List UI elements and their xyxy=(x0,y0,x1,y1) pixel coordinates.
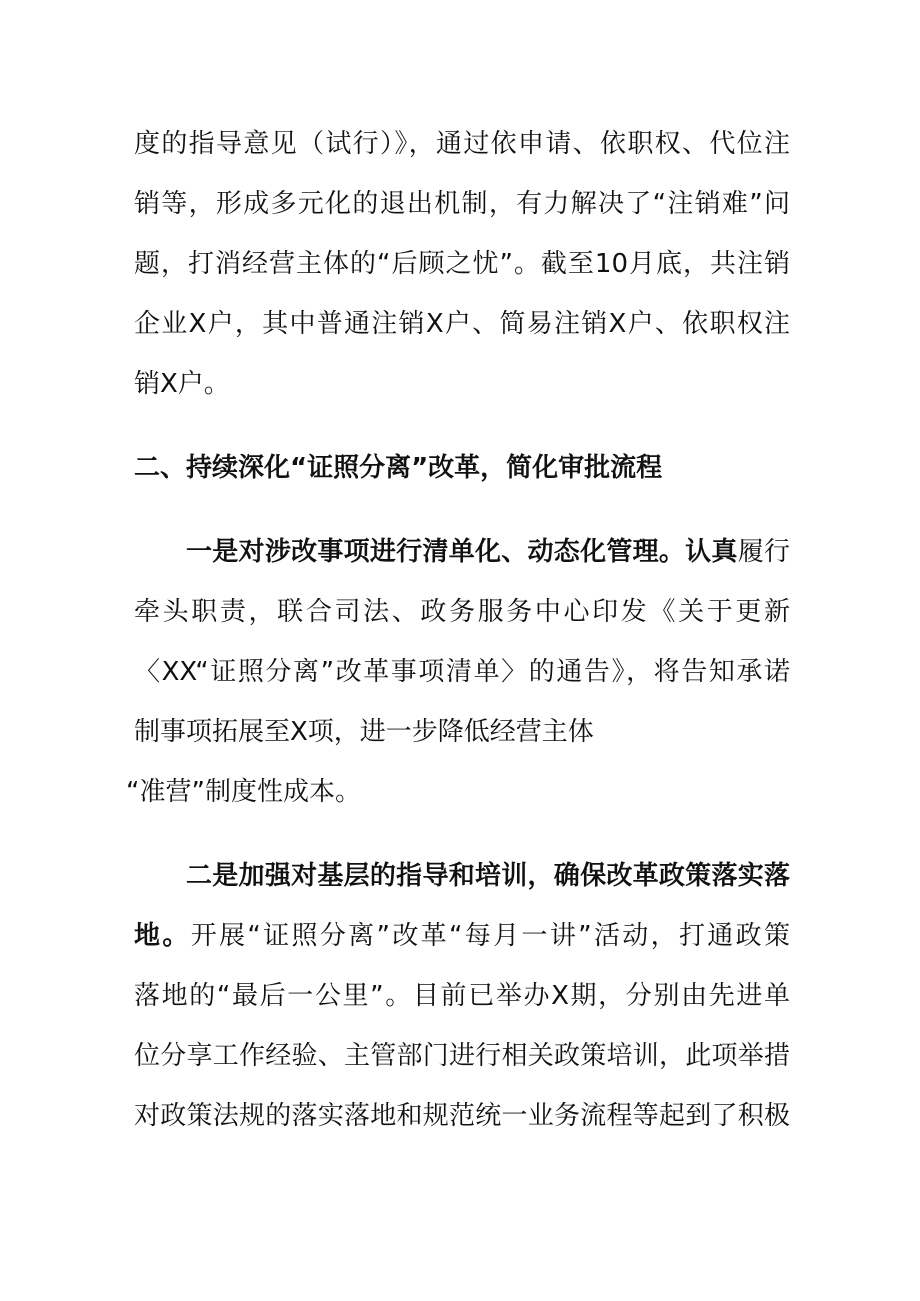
paragraph-3-line-2-rest: 开展“证照分离”改革“每月一讲”活动，打通政策 xyxy=(190,921,790,951)
paragraph-1-line-5: 销X户。 xyxy=(134,369,230,399)
paragraph-3-line-4: 位分享工作经验、主管部门进行相关政策培训，此项举措 xyxy=(134,1041,790,1071)
paragraph-2-line-1 xyxy=(186,535,790,569)
paragraph-2-line-5: “准营”制度性成本。 xyxy=(126,777,361,807)
paragraph-1-line-2: 销等，形成多元化的退出机制，有力解决了“注销难”问 xyxy=(134,189,790,219)
paragraph-2-line-3: 〈XX“证照分离”改革事项清单〉的通告》，将告知承诺 xyxy=(134,657,790,687)
section-heading: 二、持续深化“证照分离”改革，简化审批流程 xyxy=(134,453,663,483)
paragraph-2-line-2: 牵头职责，联合司法、政务服务中心印发《关于更新 xyxy=(134,597,790,627)
paragraph-3-line-1: 二是加强对基层的指导和培训，确保改革政策落实落 xyxy=(186,861,790,891)
paragraph-2-lead-bold: 一是对涉改事项进行清单化、动态化管理。认真 xyxy=(186,537,738,567)
paragraph-1-line-4: 企业X户，其中普通注销X户、简易注销X户、依职权注 xyxy=(134,309,790,339)
paragraph-1-line-1: 度的指导意见（试行）》，通过依申请、依职权、代位注 xyxy=(134,129,790,159)
paragraph-3-lead-bold-end: 地。 xyxy=(134,921,191,951)
paragraph-1-line-3: 题，打消经营主体的“后顾之忧”。截至10月底，共注销 xyxy=(134,249,790,279)
paragraph-3-line-3: 落地的“最后一公里”。目前已举办X期，分别由先进单 xyxy=(134,981,790,1011)
paragraph-3-line-2 xyxy=(134,919,790,953)
paragraph-2-line-4: 制事项拓展至X项，进一步降低经营主体 xyxy=(134,717,594,747)
paragraph-3-line-5: 对政策法规的落实落地和规范统一业务流程等起到了积极 xyxy=(134,1101,790,1131)
paragraph-2-lead-rest: 履行 xyxy=(737,537,790,567)
